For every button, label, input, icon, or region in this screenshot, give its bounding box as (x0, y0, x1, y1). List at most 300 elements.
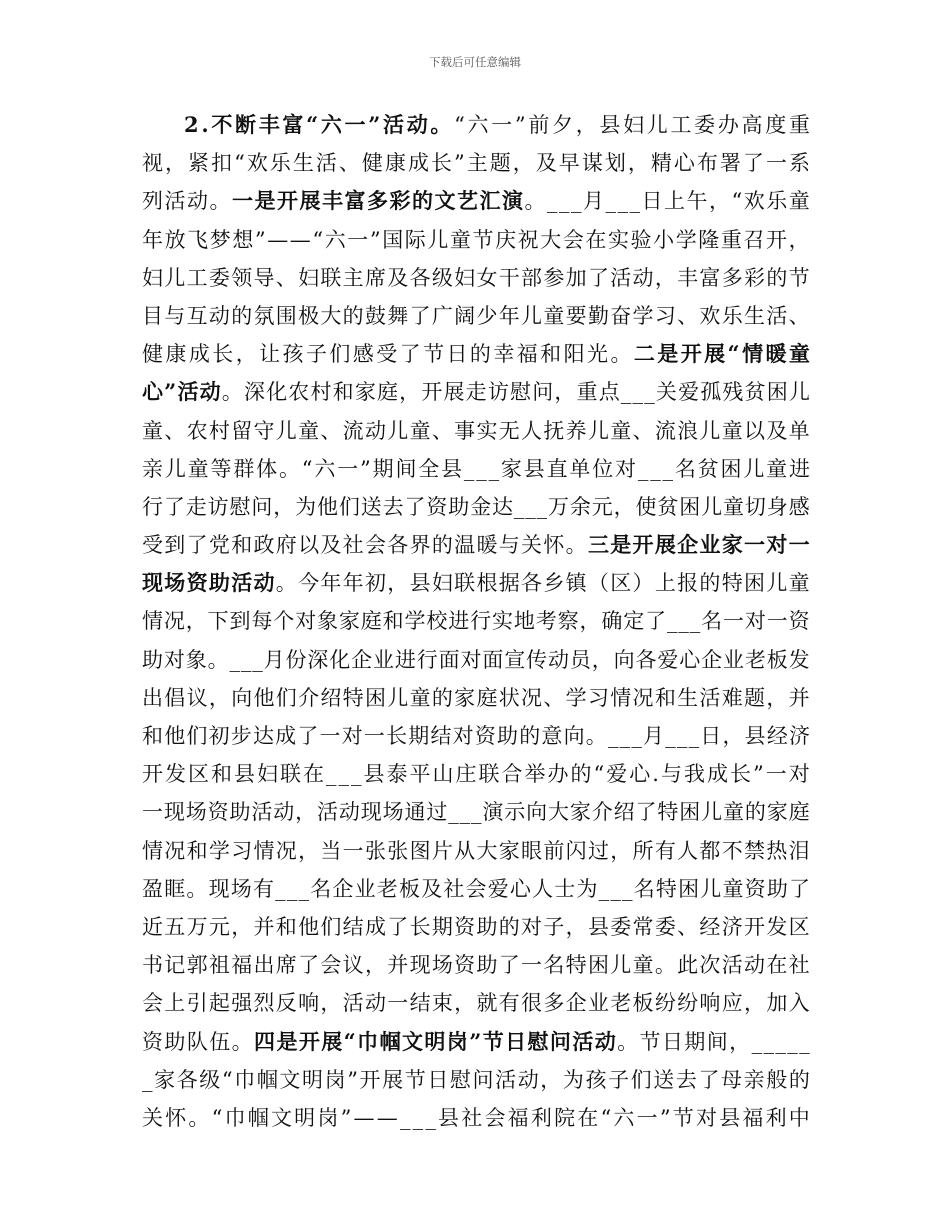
text-char: 他 (164, 724, 186, 748)
text-char: 及 (535, 151, 557, 176)
bold-text-char: 展 (704, 341, 726, 367)
text-char: 目 (142, 303, 163, 328)
text-char: 委 (694, 113, 716, 137)
text-char: 利 (765, 1105, 787, 1130)
text-char: 单 (788, 418, 810, 443)
bold-text-char: 是 (657, 341, 679, 367)
text-char: ， (744, 991, 766, 1016)
text-char: 等 (210, 456, 232, 481)
text-char: 发 (788, 647, 810, 672)
text-char: 初 (364, 571, 386, 596)
text-char: 响 (298, 991, 320, 1016)
text-char: 资 (426, 494, 448, 519)
text-char: 领 (231, 265, 253, 290)
text-char: 合 (501, 762, 523, 787)
text-char: 老 (744, 647, 766, 672)
bold-text-char: 日 (505, 1028, 527, 1054)
text-char: 明 (302, 1067, 323, 1092)
text-char: 点 (598, 380, 620, 405)
text-char: 儿 (699, 418, 721, 443)
bold-text-char: 多 (367, 188, 388, 214)
text-char: _ (252, 647, 263, 672)
text-char: 主 (342, 265, 364, 290)
text-char: 帼 (256, 1067, 278, 1092)
text-char: 儿 (587, 418, 609, 443)
text-char: 动 (187, 189, 208, 214)
text-char: 导 (253, 265, 275, 290)
text-char: 书 (142, 953, 163, 978)
text-char: 童 (722, 876, 744, 901)
text-char: “ (731, 189, 743, 214)
text-char: 心 (679, 647, 701, 672)
text-char: 上 (164, 991, 186, 1016)
text-char: 盈 (142, 876, 163, 901)
text-char: 县 (744, 724, 766, 748)
text-char: _ (459, 800, 471, 825)
text-char: ， (273, 494, 295, 519)
text-char: 子 (543, 914, 565, 939)
text-char: ， (295, 800, 317, 825)
text-char: 不 (721, 838, 743, 863)
text-char: 和 (211, 762, 232, 787)
text-char: 庭 (376, 380, 398, 405)
text-char: _ (688, 724, 700, 748)
text-char: 场 (230, 876, 252, 901)
text-char: 乡 (543, 571, 565, 596)
text-char: 使 (635, 494, 657, 519)
text-char: 委 (654, 914, 676, 939)
text-char: 余 (569, 494, 591, 519)
text-char: 庭 (476, 685, 498, 710)
text-char: 工 (186, 265, 208, 290)
text-char: ， (165, 151, 187, 176)
text-char: 童 (409, 685, 431, 710)
text-char: 儿 (701, 800, 723, 825)
text-char: 闪 (565, 838, 587, 863)
text-char: 府 (275, 533, 297, 558)
text-char: 际 (404, 227, 426, 252)
text-char: 纷 (654, 991, 676, 1016)
text-char: 妇 (257, 762, 278, 787)
text-char: _ (229, 647, 240, 672)
bold-text-char: 活 (231, 570, 253, 596)
text-char: 间 (706, 1029, 728, 1054)
text-char: 习 (231, 838, 253, 863)
text-char: 精 (650, 151, 672, 176)
text-char: 通 (404, 800, 426, 825)
bold-text-char: 富 (344, 188, 366, 214)
text-char: 开 (766, 227, 788, 252)
text-char: 关 (655, 380, 677, 405)
text-char: 富 (699, 265, 721, 290)
bold-text-char: 三 (587, 532, 609, 558)
text-char: 动 (364, 418, 386, 443)
text-line (142, 1061, 810, 1099)
text-char: ” (369, 227, 381, 252)
text-char: — (289, 227, 311, 252)
text-char: 了 (399, 342, 421, 367)
text-char: 情 (142, 609, 163, 634)
text-char: 难 (721, 685, 743, 710)
text-char: 向 (563, 724, 585, 748)
text-char: 。 (209, 189, 231, 214)
text-char: 为 (576, 876, 598, 901)
text-char: _ (632, 380, 644, 405)
text-char: 受 (376, 342, 398, 367)
text-char: 儿 (743, 456, 765, 481)
text-char: 为 (295, 494, 317, 519)
text-char: 切 (744, 494, 766, 519)
text-char: 图 (409, 838, 431, 863)
text-char: 泪 (788, 838, 810, 863)
text-char: 各 (635, 647, 657, 672)
text-char: 对 (615, 456, 637, 481)
text-char: 阳 (563, 342, 585, 367)
text-char: 入 (788, 991, 810, 1016)
text-char: 童 (142, 418, 163, 443)
text-char: 所 (632, 838, 654, 863)
text-char: 期 (372, 456, 394, 481)
text-char: _ (338, 762, 349, 787)
text-char: 欢 (699, 303, 721, 328)
text-char: 社 (461, 1105, 483, 1130)
text-char: 业 (354, 876, 376, 901)
text-char: ， (766, 685, 788, 710)
text-char: 夕 (552, 113, 573, 137)
text-char: 家 (354, 380, 376, 405)
text-char: ， (454, 991, 476, 1016)
text-char: 联 (478, 762, 500, 787)
text-char: 习 (654, 303, 676, 328)
text-char: 送 (360, 494, 382, 519)
text-char: 对 (744, 609, 766, 634)
text-char: “ (593, 762, 605, 787)
text-char: 确 (601, 609, 623, 634)
text-char: 家 (154, 1067, 176, 1092)
text-char: 困 (679, 800, 701, 825)
text-char: 特 (342, 685, 364, 710)
text-char: 活 (699, 685, 721, 710)
text-char: _ (425, 1105, 436, 1130)
text-char: 残 (722, 380, 744, 405)
text-char: 烈 (253, 991, 275, 1016)
text-char: 岗 (324, 1067, 346, 1092)
text-char: 近 (142, 914, 163, 939)
text-char: 成 (275, 724, 297, 748)
text-char: 布 (696, 151, 718, 176)
text-char: 妇 (142, 265, 163, 290)
bold-text-char: . (201, 112, 209, 137)
text-char: 名 (674, 456, 696, 481)
text-char: 县 (587, 914, 609, 939)
text-char: 儿 (701, 494, 723, 519)
text-char: 人 (677, 838, 699, 863)
text-char: 成 (364, 914, 386, 939)
text-char: 题 (744, 685, 766, 710)
text-line (142, 259, 810, 297)
text-char: 农 (288, 380, 310, 405)
text-char: 儿 (164, 456, 186, 481)
text-char: 般 (766, 1067, 788, 1092)
text-char: 响 (699, 991, 721, 1016)
text-char: 县 (441, 456, 463, 481)
text-char: 应 (721, 991, 743, 1016)
text-char: 动 (744, 953, 766, 978)
text-char: 万 (548, 494, 569, 519)
text-char: 福 (507, 1105, 529, 1130)
bold-text-char: 资 (186, 570, 208, 596)
bold-text-char: 不 (211, 112, 233, 137)
text-char: 士 (554, 876, 576, 901)
text-char: 和 (231, 533, 253, 558)
text-char: 一 (337, 456, 359, 481)
text-char: 欢 (743, 189, 765, 214)
bold-text-char: 动 (594, 1028, 616, 1054)
text-char: 很 (521, 991, 543, 1016)
text-char: 温 (454, 533, 476, 558)
text-char: 经 (699, 914, 721, 939)
text-char: 份 (285, 647, 307, 672)
text-char: 特 (565, 953, 587, 978)
text-char: 了 (409, 303, 431, 328)
text-char: _ (605, 189, 616, 214)
text-char: 广 (431, 303, 453, 328)
text-char: 助 (142, 647, 163, 672)
bold-text-char: 彩 (389, 188, 411, 214)
text-char: 儿 (521, 303, 543, 328)
text-char: 心 (673, 151, 695, 176)
bold-text-char: 暖 (765, 341, 787, 367)
text-char: 联 (454, 571, 476, 596)
text-char: 系 (788, 151, 810, 176)
bold-text-char: 富 (282, 112, 304, 137)
text-char: _ (448, 800, 459, 825)
text-char: 情 (253, 838, 275, 863)
text-char: 名 (701, 609, 723, 634)
text-char: 并 (253, 914, 275, 939)
text-char: ， (579, 609, 601, 634)
text-char: 场 (185, 800, 207, 825)
text-char: 和 (382, 609, 404, 634)
text-char: 儿 (646, 113, 668, 137)
text-line (142, 221, 810, 259)
text-char: “ (301, 456, 313, 481)
text-char: 困 (364, 685, 386, 710)
text-char: 化 (266, 380, 288, 405)
bold-text-char: 一 (788, 532, 810, 558)
text-char: 要 (565, 303, 587, 328)
bold-text-char: 活 (383, 112, 404, 137)
text-char: 达 (492, 494, 513, 519)
text-char: 学 (208, 838, 230, 863)
text-char: _ (622, 876, 633, 901)
text-char: ， (591, 647, 613, 672)
text-char: _ (326, 762, 337, 787)
text-char: 现 (360, 800, 382, 825)
text-char: 报 (677, 571, 699, 596)
text-char: 在 (766, 953, 788, 978)
text-char: 一 (766, 609, 788, 634)
text-char: 会 (364, 533, 386, 558)
text-char: 丰 (677, 265, 699, 290)
text-char: 演 (482, 800, 504, 825)
text-char: 困 (587, 953, 609, 978)
text-char: 平 (409, 762, 431, 787)
text-line (142, 450, 810, 488)
text-char: 有 (252, 876, 274, 901)
text-char: 的 (744, 800, 766, 825)
text-char: 区 (788, 914, 810, 939)
text-char: 况 (163, 609, 185, 634)
text-char: 眶 (164, 876, 186, 901)
text-char: 极 (298, 303, 320, 328)
bold-text-char: “ (306, 112, 319, 137)
text-char: 了 (498, 953, 520, 978)
bold-text-char: 展 (299, 188, 321, 214)
text-char: 了 (298, 953, 320, 978)
text-line (142, 793, 810, 831)
text-char: ， (610, 838, 632, 863)
text-char: 助 (497, 724, 518, 748)
text-char: 县 (599, 113, 621, 137)
text-char: 泰 (386, 762, 408, 787)
text-char: ” (514, 113, 526, 137)
text-char: 县 (363, 762, 385, 787)
text-char: 午 (686, 189, 708, 214)
bold-text-char: 一 (744, 532, 766, 558)
text-char: 济 (789, 724, 810, 748)
text-char: 实 (476, 418, 498, 443)
text-char: 度 (765, 113, 787, 137)
bold-text-char: 问 (549, 1028, 571, 1054)
text-char: 结 (342, 914, 364, 939)
text-char: 访 (207, 494, 229, 519)
text-char: 大 (548, 800, 569, 825)
text-char: 走 (185, 494, 207, 519)
text-char: 助 (476, 914, 498, 939)
text-char: 。 (585, 724, 607, 748)
text-char: 童 (543, 303, 565, 328)
text-char: 流 (342, 418, 364, 443)
bold-text-char: 节 (482, 1028, 504, 1054)
text-char: _ (536, 494, 548, 519)
text-char: 人 (532, 876, 554, 901)
text-char: 、 (338, 151, 360, 176)
text-char: 个 (273, 609, 295, 634)
text-char: 日 (700, 724, 722, 748)
text-line (142, 679, 810, 717)
text-char: _ (637, 456, 649, 481)
text-char: 儿 (275, 418, 297, 443)
text-char: 企 (565, 991, 587, 1016)
text-char: 年 (498, 303, 520, 328)
text-char: 老 (610, 991, 632, 1016)
text-char: 深 (307, 647, 329, 672)
text-char: 板 (766, 647, 788, 672)
text-char: 介 (298, 685, 320, 710)
text-char: 氛 (253, 303, 275, 328)
text-char: 月 (263, 647, 285, 672)
text-char: 为 (562, 1067, 584, 1092)
text-char: 情 (142, 838, 163, 863)
text-char: 对 (452, 724, 474, 748)
text-char: 象 (185, 647, 207, 672)
text-char: 的 (469, 342, 491, 367)
text-char: 儿 (766, 571, 788, 596)
text-char: 各 (409, 265, 431, 290)
text-char: ， (627, 151, 649, 176)
text-char: 考 (535, 609, 557, 634)
text-char: 级 (199, 1067, 221, 1092)
text-char: 一 (765, 762, 787, 787)
text-char: ” (254, 227, 266, 252)
text-char: 前 (543, 838, 565, 863)
text-char: 日 (661, 1029, 683, 1054)
text-char: 此 (677, 953, 699, 978)
text-char: ， (540, 1067, 562, 1092)
text-char: 资 (142, 1029, 163, 1054)
text-char: 成 (188, 342, 210, 367)
text-char: 名 (310, 876, 332, 901)
text-char: 次 (699, 953, 721, 978)
text-char: 奋 (610, 303, 632, 328)
text-char: 身 (766, 494, 788, 519)
text-char: 童 (187, 456, 209, 481)
text-char: 。 (188, 1105, 210, 1130)
text-char: 、 (275, 265, 297, 290)
text-char: 妇 (454, 265, 476, 290)
text-char: 隆 (698, 227, 720, 252)
text-char: 六 (613, 1105, 635, 1130)
text-char: 家 (500, 456, 522, 481)
text-char: 界 (409, 533, 431, 558)
bold-text-char: 情 (742, 341, 764, 367)
text-char: 。 (221, 380, 243, 405)
text-char: 问 (532, 380, 554, 405)
text-char: 现 (208, 876, 230, 901)
text-char: 舞 (387, 303, 409, 328)
text-char: ” (347, 1067, 358, 1092)
text-line (142, 946, 810, 984)
bold-text-char: 一 (344, 112, 366, 137)
bold-text-char: ” (469, 1028, 482, 1054)
text-char: 乐 (721, 303, 743, 328)
text-char: 动 (548, 647, 569, 672)
text-char: 童 (766, 456, 788, 481)
text-char: 的 (519, 724, 541, 748)
text-char: 了 (789, 876, 810, 901)
text-char: 子 (608, 1067, 630, 1092)
text-char: 健 (142, 342, 163, 367)
text-char: 我 (683, 762, 705, 787)
text-char: 访 (487, 380, 509, 405)
text-char: 节 (404, 1067, 426, 1092)
text-char: 活 (610, 265, 632, 290)
text-char: 们 (186, 724, 208, 748)
text-char: 对 (163, 647, 185, 672)
text-char: 长 (212, 342, 234, 367)
text-char: 间 (395, 456, 417, 481)
text-char: 生 (744, 303, 766, 328)
text-char: _ (619, 724, 631, 748)
text-char: 一 (342, 838, 364, 863)
text-char: 发 (165, 762, 186, 787)
text-char: 行 (416, 647, 438, 672)
text-char: 定 (623, 609, 645, 634)
text-char: 年 (142, 227, 163, 252)
text-char: 元 (591, 494, 613, 519)
text-char: 妇 (298, 265, 320, 290)
